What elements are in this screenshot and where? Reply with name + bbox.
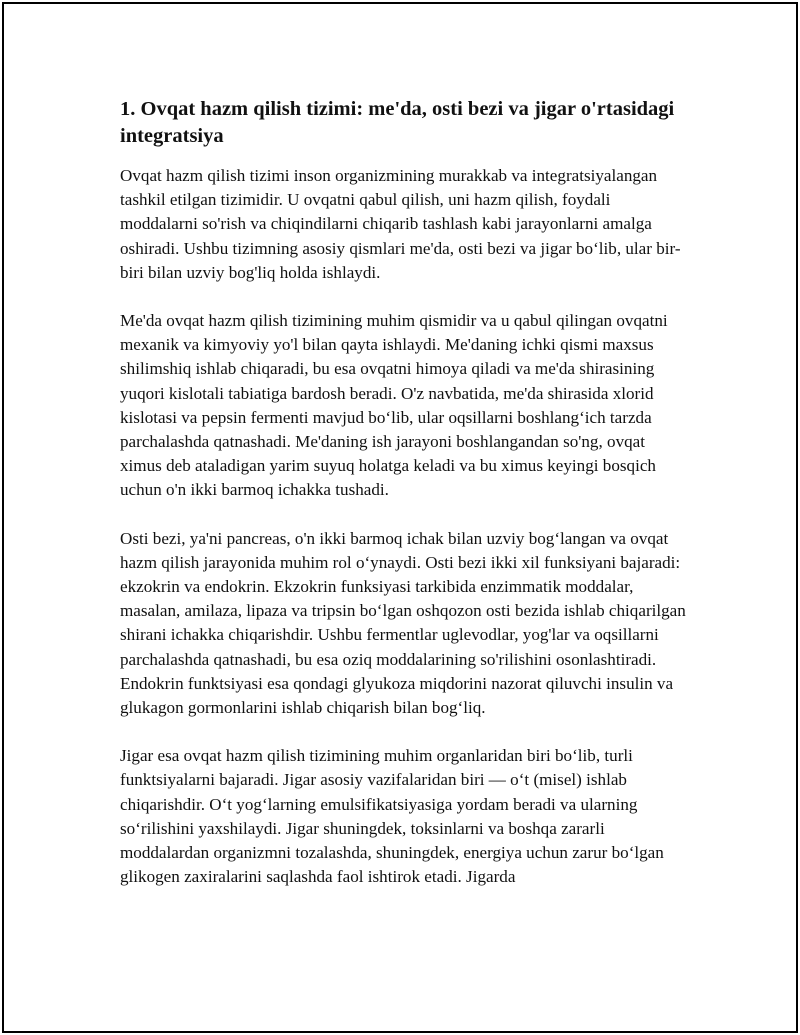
document-title: 1. Ovqat hazm qilish tizimi: me'da, osti bezi va jigar o'rtasidagi integratsiya <box>120 98 675 147</box>
paragraph-introduction: Ovqat hazm qilish tizimi inson organizmining murakkab va integratsiyalangan tashkil etilgan tizimidir. U ovqatni qabul qilish, uni hazm qilish, foydali moddalarni so'rish va chiqindilarni chiqarib tashlash kabi jarayonlarni amalga oshiradi. Ushbu tizimning asosiy qismlari me'da, osti bezi va jigar bo‘lib, ular bir-biri bilan uzviy bog'liq holda ishlaydi. <box>120 166 681 282</box>
paragraph-stomach: Me'da ovqat hazm qilish tizimining muhim qismidir va u qabul qilingan ovqatni mexanik va kimyoviy yo'l bilan qayta ishlaydi. Me'daning ichki qismi maxsus shilimshiq ishlab chiqaradi, bu esa ovqatni himoya qiladi va me'da shirasining yuqori kislotali tabiatiga bardosh beradi. O'z navbatida, me'da shirasida xlorid kislotasi va pepsin fermenti mavjud bo‘lib, ular oqsillarni boshlang‘ich tarzda parchalashda qatnashadi. Me'daning ish jarayoni boshlangandan so'ng, ovqat ximus deb ataladigan yarim suyuq holatga keladi va bu ximus keyingi bosqich uchun o'n ikki barmoq ichakka tushadi. <box>120 311 668 500</box>
paragraph-pancreas: Osti bezi, ya'ni pancreas, o'n ikki barmoq ichak bilan uzviy bog‘langan va ovqat hazm qilish jarayonida muhim rol o‘ynaydi. Osti bezi ikki xil funksiyani bajaradi: ekzokrin va endokrin. Ekzokrin funksiyasi tarkibida enzimmatik moddalar, masalan, amilaza, lipaza va tripsin bo‘lgan oshqozon osti bezida ishlab chiqarilgan shirani ichakka chiqarishdir. Ushbu fermentlar uglevodlar, yog'lar va oqsillarni parchalashda qatnashadi, bu esa oziq moddalarining so'rilishini osonlashtiradi. Endokrin funktsiyasi esa qondagi glyukoza miqdorini nazorat qiluvchi insulin va glukagon gormonlarini ishlab chiqarish bilan bog‘liq. <box>120 528 686 718</box>
page-frame <box>2 2 798 1033</box>
paragraph-liver: Jigar esa ovqat hazm qilish tizimining muhim organlaridan biri bo‘lib, turli funktsiyalarni bajaradi. Jigar asosiy vazifalaridan biri — o‘t (misel) ishlab chiqarishdir. O‘t yog‘larning emulsifikatsiyasiga yordam beradi va ularning so‘rilishini yaxshilaydi. Jigar shuningdek, toksinlarni va boshqa zararli moddalardan organizmni tozalashda, shuningdek, energiya uchun zarur bo‘lgan glikogen zaxiralarini saqlashda faol ishtirok etadi. Jigarda <box>120 746 664 887</box>
document-content <box>120 96 690 913</box>
